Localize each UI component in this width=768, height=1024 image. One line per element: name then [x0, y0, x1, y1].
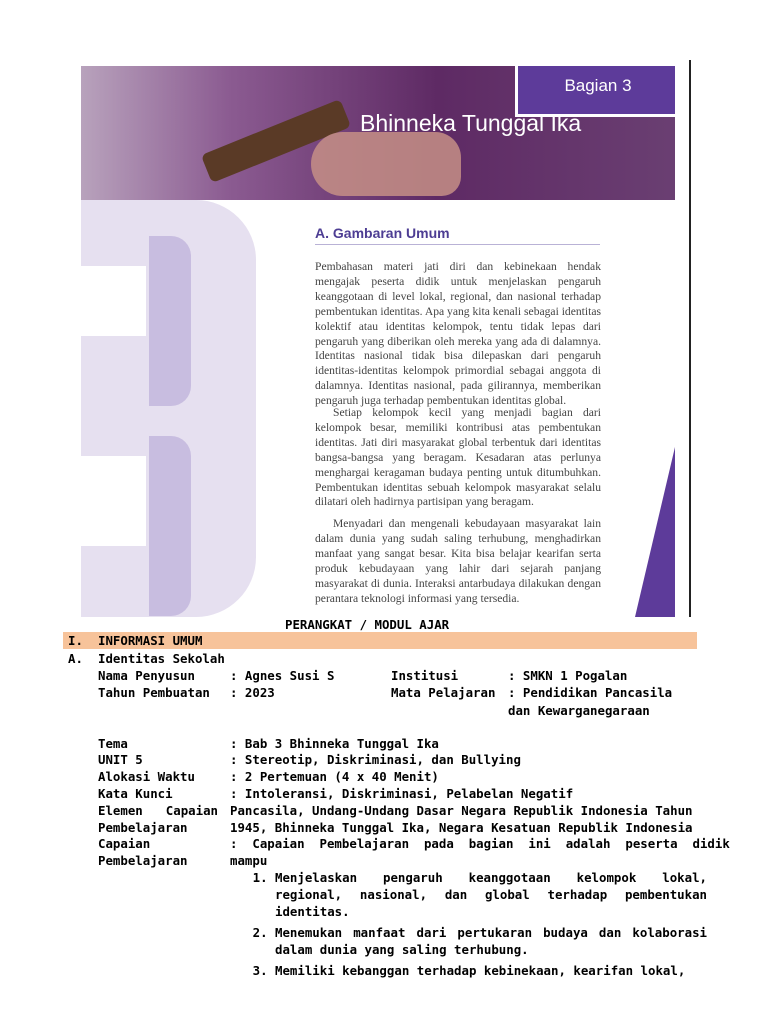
field-label: Kata Kunci — [98, 786, 173, 801]
subsection-title: Identitas Sekolah — [98, 651, 225, 666]
field-label: Alokasi Waktu — [98, 769, 195, 784]
field-value: : 2023 — [230, 685, 275, 700]
book-paragraph: Menyadari dan mengenali kebudayaan masyarakat lain dalam dunia yang sudah saling terhubung, menghadirkan manfaat yang sangat besar. Kita bisa belajar kearifan serta produk kebudayaan yang lahir dari sejarah panjang masyarakat di dunia. Interaksi antarbudaya dilakukan dengan perantara teknologi informasi yang tersedia. — [315, 517, 601, 605]
field-label: Tema — [98, 736, 128, 751]
field-label: Pembelajaran — [98, 820, 188, 835]
chapter-cover-image — [81, 66, 675, 617]
field-value: Pancasila, Undang-Undang Dasar Negara Republik Indonesia Tahun — [230, 803, 693, 818]
chapter-title: Bhinneka Tunggal Ika — [360, 110, 582, 136]
book-paragraph: Setiap kelompok kecil yang menjadi bagian dari kelompok besar, memiliki kontribusi atas pembentukan identitas. Jati diri masyarakat global terbentuk dari identitas bangsa-bangsa yang beragam. Kesadaran atas perlunya menghargai keragaman budaya penting untuk ditumbuhkan. Pembentukan identitas sebuah kelompok masyarakat selalu dilatari oleh hadirnya partisipan yang beragam. — [315, 406, 601, 509]
field-value: : 2 Pertemuan (4 x 40 Menit) — [230, 769, 439, 784]
hand-illustration — [311, 132, 461, 196]
field-label-part: Capaian — [165, 803, 218, 818]
field-value: : Bab 3 Bhinneka Tunggal Ika — [230, 736, 439, 751]
subsection-number: A. — [68, 651, 83, 666]
learning-goal-item: 1. Menjelaskan pengaruh keanggotaan kelompok lokal, regional, nasional, dan global terhadap pembentukan identitas. — [275, 869, 707, 920]
field-label — [98, 803, 218, 818]
number-three-shade — [149, 236, 191, 406]
field-label: Nama Penyusun — [98, 668, 195, 683]
field-label: UNIT 5 — [98, 752, 143, 767]
number-three-cutout — [81, 266, 146, 336]
section-title: INFORMASI UMUM — [98, 633, 203, 648]
field-label: Mata Pelajaran — [391, 685, 496, 700]
corner-accent — [635, 447, 675, 617]
number-three-shade — [149, 436, 191, 616]
section-number: I. — [68, 633, 83, 648]
section-heading: A. Gambaran Umum — [315, 225, 450, 241]
number-three-cutout — [81, 456, 146, 546]
field-value: : Agnes Susi S — [230, 668, 335, 683]
field-value-continued: dan Kewarganegaraan — [508, 703, 650, 718]
page-edge-line — [689, 60, 691, 617]
field-label: Tahun Pembuatan — [98, 685, 210, 700]
field-value: : Stereotip, Diskriminasi, dan Bullying — [230, 752, 521, 767]
field-value-continued: mampu — [230, 853, 268, 868]
field-label: Institusi — [391, 668, 459, 683]
bagian-label: Bagian 3 — [564, 76, 632, 95]
field-label: Capaian — [98, 836, 151, 851]
book-paragraph: Pembahasan materi jati diri dan kebinekaan hendak mengajak peserta didik untuk menjelaskan pengaruh keanggotaan di level lokal, regional, dan nasional terhadap pembentukan identitas. Apa yang kita kenali sebagai identitas kolektif atau identitas kelompok, tentu tidak lepas dari pengaruh yang diberikan oleh mereka yang ada di dalamnya. Identitas nasional tidak bisa dilepaskan dari pengaruh identitas-identitas kelompok primordial sebagai anggota di dalamnya. Identitas nasional, pada gilirannya, memberikan pengaruh juga terhadap pembentukan identitas global. — [315, 260, 601, 408]
field-value: : Intoleransi, Diskriminasi, Pelabelan Negatif — [230, 786, 574, 801]
field-label-part: Elemen — [98, 803, 143, 818]
field-label: Pembelajaran — [98, 853, 188, 868]
field-value: : SMKN 1 Pogalan — [508, 668, 628, 683]
document-title: PERANGKAT / MODUL AJAR — [285, 617, 450, 632]
heading-divider — [315, 244, 600, 245]
learning-goal-item: 3. Memiliki kebanggan terhadap kebinekaan, kearifan lokal, — [275, 962, 707, 979]
field-value-continued: 1945, Bhinneka Tunggal Ika, Negara Kesatuan Republik Indonesia — [230, 820, 693, 835]
learning-goals-list — [250, 869, 707, 983]
learning-goal-item: 2. Menemukan manfaat dari pertukaran budaya dan kolaborasi dalam dunia yang saling terhubung. — [275, 924, 707, 958]
field-value: : Pendidikan Pancasila — [508, 685, 673, 700]
field-value: : Capaian Pembelajaran pada bagian ini adalah peserta didik — [230, 836, 730, 851]
